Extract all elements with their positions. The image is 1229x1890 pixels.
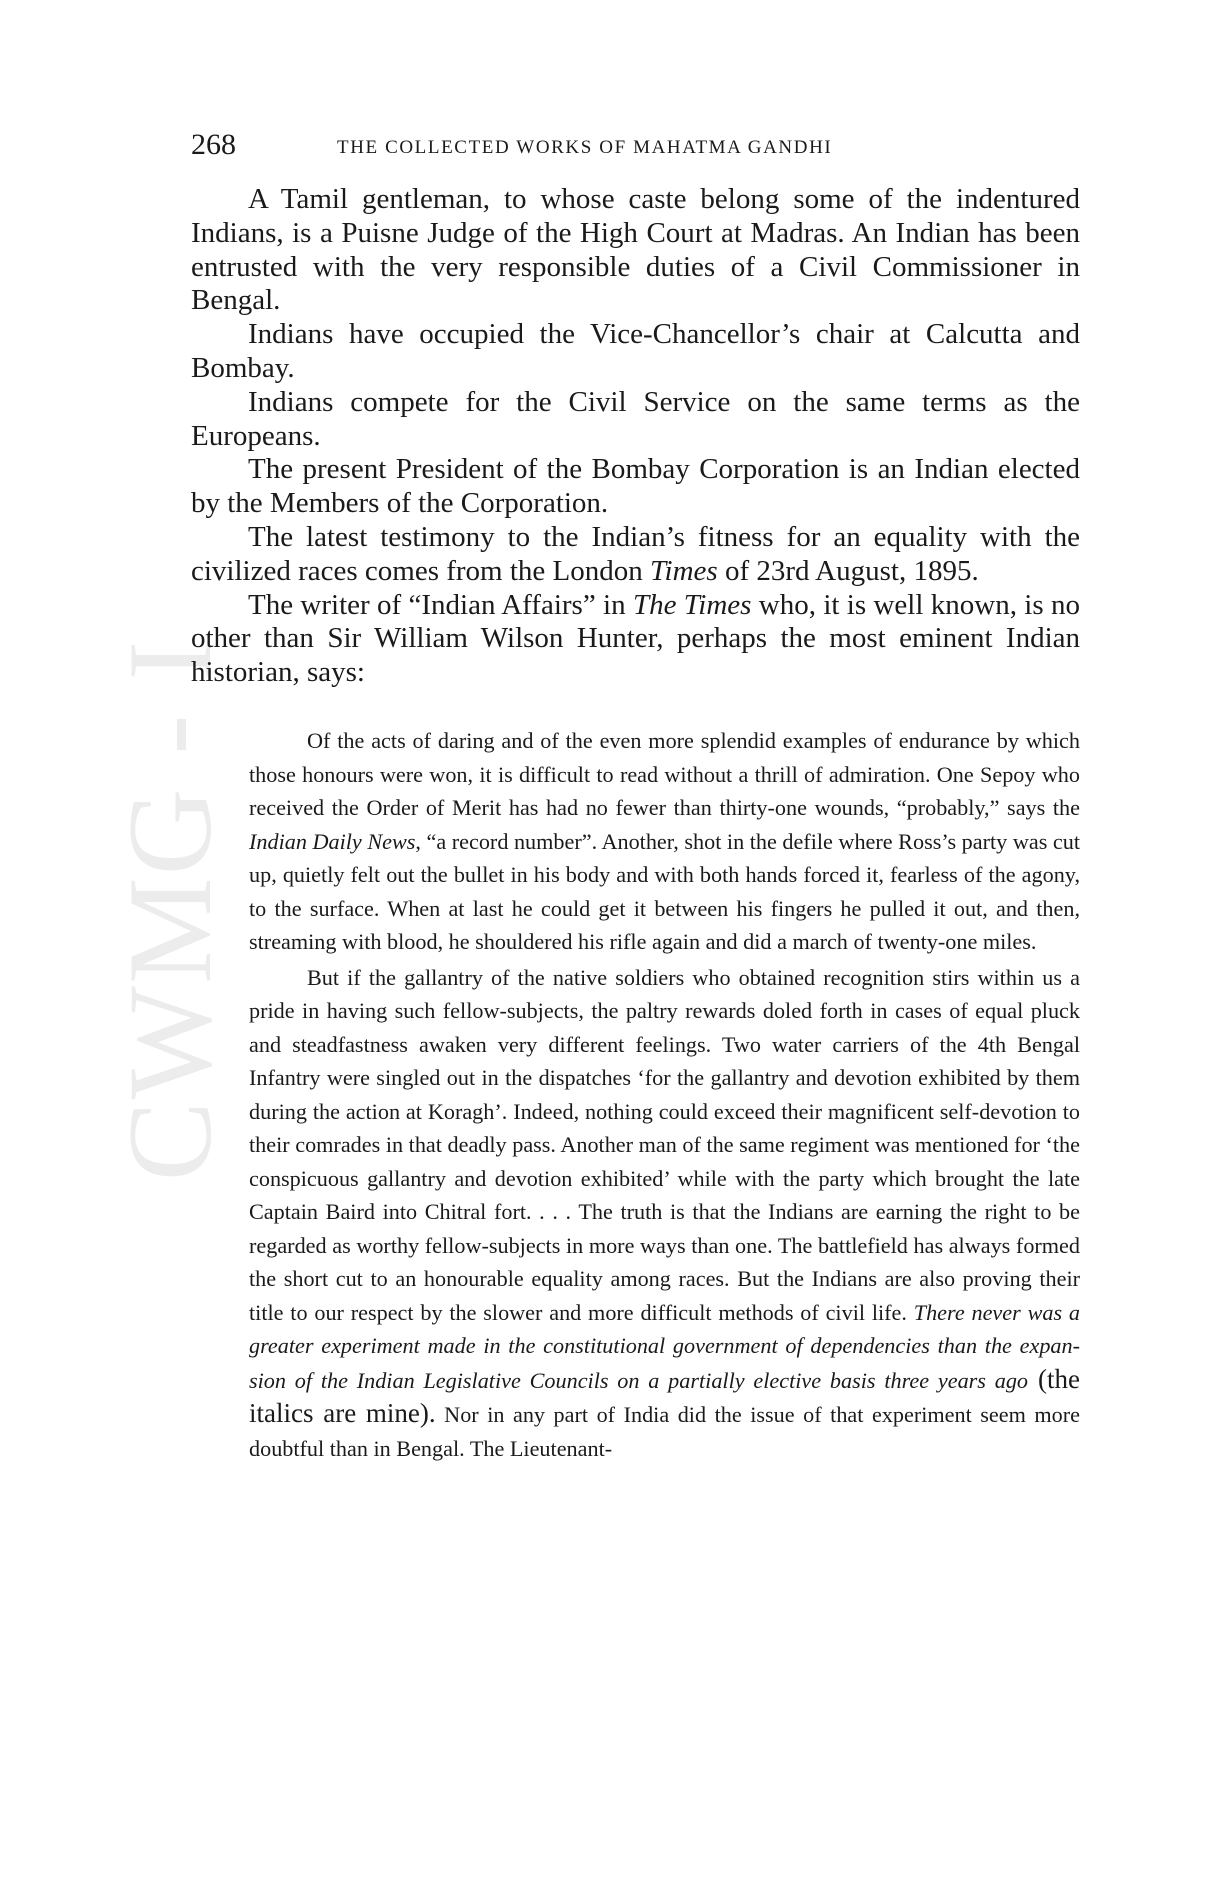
- editorial-note: (the italics are mine).: [249, 1363, 1080, 1428]
- text-run: Of the acts of daring and of the even more splendid examples of endurance by which those honours were won, it is difficult to read without a thrill of admiration. One Sepoy who received the Order of Merit has had no fewer than thirty-one wounds, “probably,” says the: [249, 728, 1080, 820]
- text-run: , “a record number”. Another, shot in the defile where Ross’s party was cut up, quietly felt out the bullet in his body and with both hands forced it, fearless of the agony, to the surface. When at last he could get it between his fingers he pulled it out, and then, streaming with blood, he shouldered his rifle again and did a march of twenty-one miles.: [249, 828, 1080, 954]
- page-header: [191, 128, 1091, 168]
- watermark-text: CWMG - I: [103, 638, 236, 1182]
- italic-run: There never was a greater experiment made in the constitutional government of dependencies than the expansion of the Indian Legislative Councils on a partially elective basis three years ago: [249, 1299, 1080, 1393]
- paragraph-bombay-corporation: The present President of the Bombay Corporation is an Indian elected by the Members of the Corporation.: [191, 453, 1080, 520]
- italic-run: Times: [650, 554, 718, 587]
- page-number: 268: [191, 128, 236, 161]
- body-text: [191, 183, 1080, 690]
- paragraph-tamil-judge: A Tamil gentleman, to whose caste belong some of the indentured Indians, is a Puisne Judge of the High Court at Madras. An Indian has been entrusted with the very responsible duties of a Civil Commissioner in Bengal.: [191, 183, 1080, 317]
- italic-run: Indian Daily News: [249, 828, 416, 854]
- text-run: who, it is well known, is no other than Sir William Wilson Hunter, perhaps the most eminent Indian historian, says:: [191, 588, 1080, 689]
- quote-paragraph-gallantry: [249, 961, 1080, 1466]
- paragraph-civil-service: Indians compete for the Civil Service on the same terms as the Europeans.: [191, 385, 1080, 452]
- paragraph-vice-chancellor: Indians have occupied the Vice-Chancellor’s chair at Calcutta and Bombay.: [191, 318, 1080, 384]
- text-run: of 23rd August, 1895.: [717, 554, 979, 587]
- paragraph-hunter-intro: [191, 589, 1080, 690]
- quote-paragraph-sepoy: [249, 724, 1080, 959]
- running-title: THE COLLECTED WORKS OF MAHATMA GANDHI: [337, 137, 833, 158]
- paragraph-times-testimony: [191, 521, 1080, 589]
- text-run: The writer of “Indian Affairs” in: [248, 588, 633, 621]
- text-run: Nor in any part of India did the issue of that experiment seem more doubtful than in Bengal. The Lieutenant-: [249, 1402, 1080, 1461]
- italic-run: The Times: [632, 588, 752, 621]
- text-run: But if the gallantry of the native soldiers who obtained recognition stirs within us a pride in having such fellow-subjects, the paltry rewards doled forth in cases of equal pluck and steadfastness awaken very different feelings. Two water carriers of the 4th Bengal Infantry were singled out in the dispatches ‘for the gallantry and devotion exhibited by them during the action at Koragh’. Indeed, nothing could exceed their magnificent self-devotion to their comrades in that deadly pass. Another man of the same regiment was mentioned for ‘the conspicuous gallantry and devotion exhibited’ while with the party which brought the late Captain Baird into Chitral fort. . . . The truth is that the Indians are earning the right to be regarded as worthy fellow-subjects in more ways than one. The battlefield has always formed the short cut to an honourable equality among races. But the Indians are also proving their title to our respect by the slower and more difficult methods of civil life.: [249, 964, 1080, 1325]
- block-quote: [249, 724, 1080, 1465]
- text-run: The latest testimony to the Indian’s fitness for an equality with the civilized races comes from the London: [191, 520, 1080, 587]
